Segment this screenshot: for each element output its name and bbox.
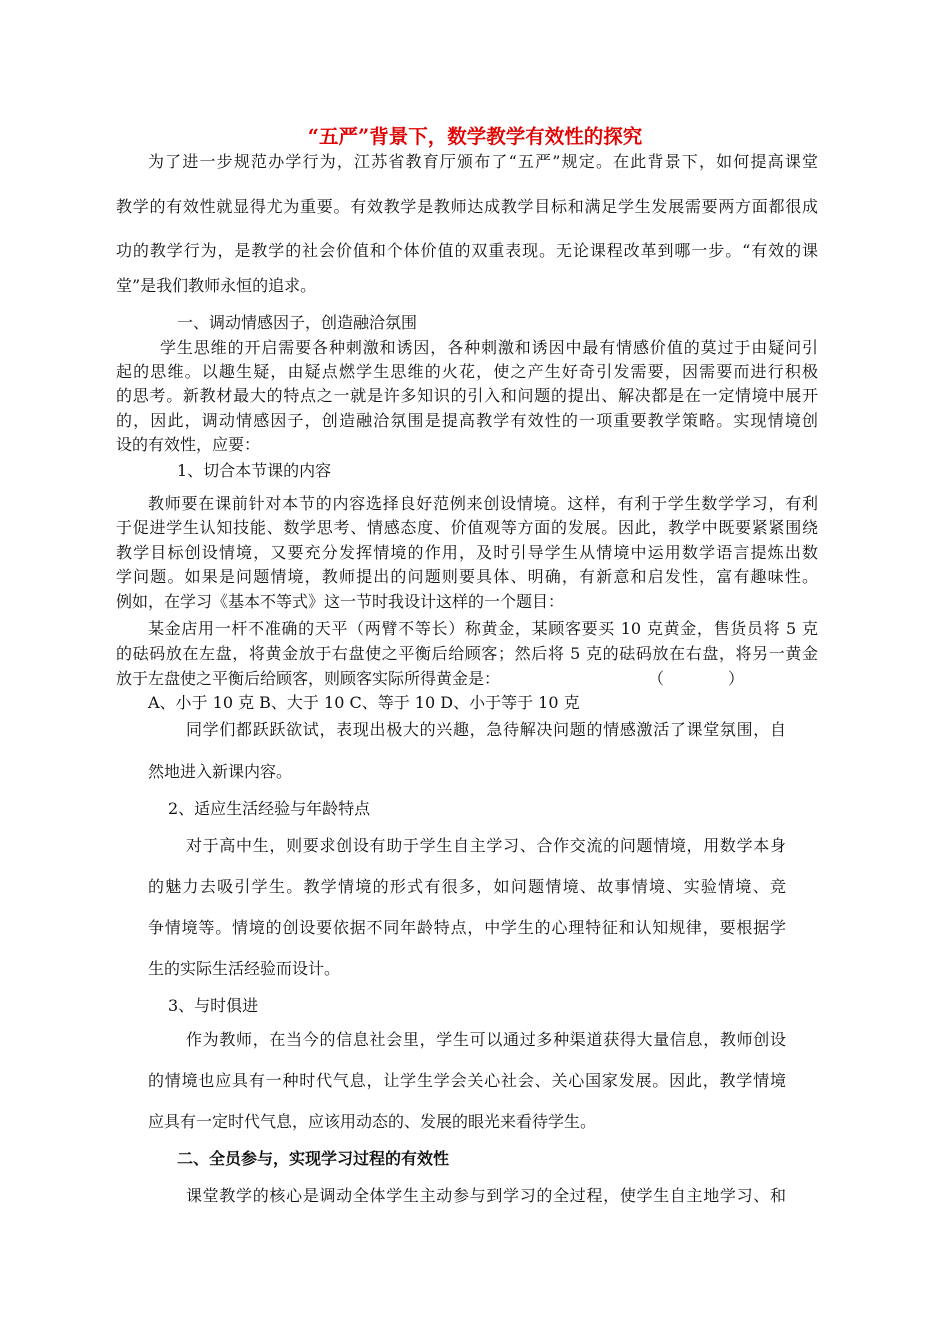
answer-options: A、小于 10 克 B、大于 10 C、等于 10 D、小于等于 10 克 bbox=[148, 693, 580, 712]
s1-1-para-line-5: 例如，在学习《基本不等式》这一节时我设计这样的一个题目： bbox=[116, 592, 565, 611]
problem-line-2: 的砝码放在左盘，将黄金放于右盘使之平衡后给顾客；然后将 5 克的砝码放在右盘，将另一黄金 bbox=[116, 644, 818, 663]
s2-para-line-1: 课堂教学的核心是调动全体学生主动参与到学习的全过程，使学生自主地学习、和 bbox=[186, 1186, 786, 1205]
document-title: “五严”背景下，数学教学有效性的探究 bbox=[307, 125, 643, 148]
answer-blank: （ ） bbox=[648, 669, 745, 688]
s1-para-line-5: 设的有效性，应要： bbox=[116, 435, 261, 454]
s1-1-para-line-3: 教学目标创设情境，又要充分发挥情境的作用，及时引导学生从情境中运用数学语言提炼出数 bbox=[116, 543, 818, 562]
s1-2-para-line-1: 对于高中生，则要求创设有助于学生自主学习、合作交流的问题情境，用数学本身 bbox=[186, 836, 786, 855]
s1-1-followup-line-1: 同学们都跃跃欲试，表现出极大的兴趣，急待解决问题的情感激活了课堂氛围，自 bbox=[186, 720, 786, 739]
s1-3-para-line-2: 的情境也应具有一种时代气息，让学生学会关心社会、关心国家发展。因此，教学情境 bbox=[148, 1071, 786, 1090]
intro-line-3: 功的教学行为，是教学的社会价值和个体价值的双重表现。无论课程改革到哪一步。“有效的课 bbox=[116, 241, 818, 260]
s1-para-line-1: 学生思维的开启需要各种刺激和诱因，各种刺激和诱因中最有情感价值的莫过于由疑问引 bbox=[160, 338, 818, 357]
problem-line-3: 放于左盘使之平衡后给顾客，则顾客实际所得黄金是： bbox=[116, 669, 501, 688]
s1-para-line-3: 的思考。新教材最大的特点之一就是许多知识的引入和问题的提出、解决都是在一定情境中展开 bbox=[116, 386, 818, 405]
intro-line-1: 为了进一步规范办学行为，江苏省教育厅颁布了“五严”规定。在此背景下，如何提高课堂 bbox=[148, 152, 818, 171]
s1-1-para-line-4: 学问题。如果是问题情境，教师提出的问题则要具体、明确，有新意和启发性，富有趣味性。 bbox=[116, 567, 818, 586]
subheading-1-1: 1、切合本节课的内容 bbox=[177, 461, 332, 480]
s1-para-line-4: 的，因此，调动情感因子，创造融洽氛围是提高教学有效性的一项重要教学策略。实现情境创 bbox=[116, 411, 818, 430]
intro-line-2: 教学的有效性就显得尤为重要。有效教学是教师达成教学目标和满足学生发展需要两方面都很成 bbox=[116, 197, 818, 216]
s1-3-para-line-1: 作为教师，在当今的信息社会里，学生可以通过多种渠道获得大量信息，教师创设 bbox=[186, 1030, 786, 1049]
section-heading-2: 二、全员参与，实现学习过程的有效性 bbox=[177, 1149, 450, 1168]
s1-2-para-line-3: 争情境等。情境的创设要依据不同年龄特点，中学生的心理特征和认知规律，要根据学 bbox=[148, 918, 786, 937]
s1-1-followup-line-2: 然地进入新课内容。 bbox=[148, 762, 293, 781]
s1-para-line-2: 起的思维。以趣生疑，由疑点燃学生思维的火花，使之产生好奇引发需要，因需要而进行积极 bbox=[116, 362, 818, 381]
s1-1-para-line-1: 教师要在课前针对本节的内容选择良好范例来创设情境。这样，有利于学生数学学习，有利 bbox=[148, 494, 818, 513]
section-heading-1: 一、调动情感因子，创造融洽氛围 bbox=[177, 313, 418, 332]
s1-1-para-line-2: 于促进学生认知技能、数学思考、情感态度、价值观等方面的发展。因此，教学中既要紧紧围绕 bbox=[116, 518, 818, 537]
s1-2-para-line-4: 生的实际生活经验而设计。 bbox=[148, 959, 341, 978]
s1-2-para-line-2: 的魅力去吸引学生。教学情境的形式有很多，如问题情境、故事情境、实验情境、竞 bbox=[148, 877, 786, 896]
intro-line-4: 堂”是我们教师永恒的追求。 bbox=[116, 276, 317, 295]
problem-line-1: 某金店用一杆不准确的天平（两臂不等长）称黄金，某顾客要买 10 克黄金，售货员将 5 克 bbox=[148, 619, 818, 638]
subheading-1-3: 3、与时俱进 bbox=[168, 996, 259, 1015]
subheading-1-2: 2、适应生活经验与年龄特点 bbox=[168, 799, 371, 818]
s1-3-para-line-3: 应具有一定时代气息，应该用动态的、发展的眼光来看待学生。 bbox=[148, 1112, 597, 1131]
